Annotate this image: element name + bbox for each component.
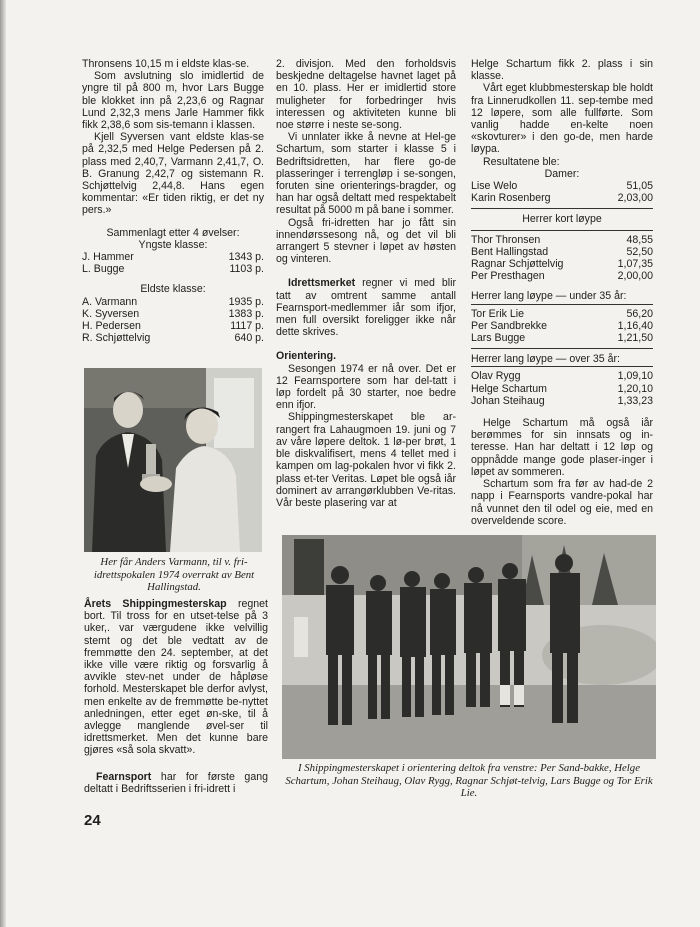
paragraph: Kjell Syversen vant eldste klas-se på 2,32,5 med Helge Pedersen på 2. plass med 2,40,7, Varmann 2,41,7, O. B. Granung 2,42,7 og sistemann R. Schjøttelvig 2,44,8. Hans egen kommentar: «Er tiden riktig, er det ny pers.» xyxy=(82,131,264,217)
award-photo-image xyxy=(84,368,262,552)
old-results-table xyxy=(82,296,264,345)
table-row: Lise Welo 51,05 xyxy=(471,180,653,193)
table-row: Per Sandbrekke 1,16,40 xyxy=(471,319,653,332)
orienteering-group-photo-image xyxy=(282,535,656,759)
paragraph: Vårt eget klubbmesterskap ble holdt fra Linnerudkollen 11. sep-tembe med 12 løpere, som alle fullførte. Som vanlig hadde en-kelte noen «skovturer» i den go-de, men harde løypa. xyxy=(471,82,653,156)
paragraph: Som avslutning slo imidlertid de yngre til på 800 m, hvor Lars Bugge ble klokket inn på 2,23,6 og Ragnar Lund 2,32,3 mens Jarle Hammer fikk fikk 2,38,6 som sis-temann i klassen. xyxy=(82,70,264,132)
table-row: Lars Bugge 1,21,50 xyxy=(471,332,653,345)
table-row: Bent Hallingstad 52,50 xyxy=(471,245,653,258)
summary-title: Sammenlagt etter 4 øvelser: xyxy=(106,226,240,239)
divider xyxy=(471,304,653,305)
bold-lead: Fearnsport xyxy=(96,770,152,783)
table-row: Karin Rosenberg 2,03,00 xyxy=(471,192,653,205)
table-row: Johan Steihaug 1,33,23 xyxy=(471,394,653,407)
young-results-table xyxy=(82,251,264,275)
divider xyxy=(471,366,653,367)
table-row: H. Pedersen 1117 p. xyxy=(82,320,264,333)
lang-under-35-table xyxy=(471,308,653,345)
paragraph: Også fri-idretten har jo fått sin innendørssesong nå, og det vil bli arrangert 5 stevner i løpet av høsten og vinteren. xyxy=(276,216,456,266)
photo-caption-2: I Shippingmesterskapet i orientering deltok fra venstre: Per Sand-bakke, Helge Schartum, Johan Steihaug, Olav Rygg, Ragnar Schjøt-telvig, Lars Bugge og Tor Erik Lie. xyxy=(285,762,653,800)
column-1 xyxy=(82,58,264,344)
lang-over-35-title: Herrer lang løype — over 35 år: xyxy=(471,353,620,366)
paragraph: Sesongen 1974 er nå over. Det er 12 Fearnsportere som har del-tatt i løp fordelt på 30 starter, noe bedre enn ifjor. xyxy=(276,362,456,412)
table-row: Olav Rygg 1,09,10 xyxy=(471,370,653,383)
table-row: Per Presthagen 2,00,00 xyxy=(471,270,653,283)
paragraph: har for første gang deltatt i Bedriftsserien i fri-idrett i xyxy=(84,770,268,795)
bold-lead: Idrettsmerket xyxy=(288,277,356,290)
divider xyxy=(471,208,653,209)
kort-title: Herrer kort løype xyxy=(522,213,602,226)
old-class-title: Eldste klasse: xyxy=(140,283,206,296)
table-row: J. Hammer 1343 p. xyxy=(82,251,264,264)
paragraph: Schartum som fra før av had-de 2 napp i Fearnsports vandre-pokal har nå vunnet den til odel og eie, med en overveldende score. xyxy=(471,478,653,527)
paragraph: regner vi med blir tatt av omtrent samme antall Fearnsport-medlemmer iår som ifjor, men full oversikt foreligger ikke når dette skrives. xyxy=(276,277,456,339)
table-row: Helge Schartum 1,20,10 xyxy=(471,382,653,395)
divider xyxy=(471,230,653,231)
table-row: Tor Erik Lie 56,20 xyxy=(471,307,653,320)
lang-over-35-table xyxy=(471,370,653,407)
damer-title: Damer: xyxy=(544,167,580,180)
table-row: L. Bugge 1103 p. xyxy=(82,263,264,276)
table-row: R. Schjøttelvig 640 p. xyxy=(82,332,264,345)
orienteering-group-photo xyxy=(282,535,656,759)
table-row: Thor Thronsen 48,55 xyxy=(471,233,653,246)
page-edge xyxy=(0,0,6,927)
section-heading: Orientering. xyxy=(276,350,337,363)
young-class-title: Yngste klasse: xyxy=(138,238,208,251)
column-2 xyxy=(276,58,456,509)
table-row: K. Syversen 1383 p. xyxy=(82,307,264,320)
award-photo xyxy=(84,368,262,552)
paragraph: Helge Schartum fikk 2. plass i sin klasse. xyxy=(471,58,653,83)
lang-under-35-title: Herrer lang løype — under 35 år: xyxy=(471,290,627,303)
paragraph: regnet bort. Til tross for en utset-telse på 3 uker,. var værgudene ikke velvillig stemt og det ble vedtatt av de fremmøtte den 24. september, at det ikke ville være riktig og forsvarlig å avvikle stev-net under de håpløse forhold. Mesterskapet ble derfor avlyst, men enkelte av de fremmøtte be-nyttet anledningen, etter eget øn-ske, til å avlegge manglende øvel-ser til idrettsmerket. Men det kunne bare gjøres «så sola skvatt». xyxy=(84,598,268,757)
table-row: Ragnar Schjøttelvig 1,07,35 xyxy=(471,258,653,271)
paragraph: Vi unnlater ikke å nevne at Hel-ge Schartum, som starter i klasse 5 i Bedriftsidretten, har flere go-de plasseringer i terrengløp i se-songen, foruten sine orienterings-bragder, og han har også deltatt med respektabelt resultat på 5000 m på bane i sommer. xyxy=(276,131,456,217)
damer-results-table xyxy=(471,180,653,204)
photo-caption-1: Her får Anders Varmann, til v. fri-idrettspokalen 1974 overrakt av Bent Hallingstad. xyxy=(93,556,255,594)
paragraph: Helge Schartum må også iår berømmes for sin innsats og in-teresse. Han har deltatt i 12 løp og oppnådde mange gode plaser-inger i løpet av sommeren. xyxy=(471,417,653,478)
paragraph: 2. divisjon. Med den forholdsvis beskjedne deltagelse havnet laget på en 10. plass. Her er imidlertid store muligheter for forbedringer hvis interessen og aktiviteten kunne bli noe større i neste se-song. xyxy=(276,58,456,132)
kort-results-table xyxy=(471,234,653,283)
column-3 xyxy=(471,58,653,527)
bold-lead: Årets Shippingmesterskap xyxy=(84,598,227,610)
column-1-lower xyxy=(84,598,268,795)
paragraph: Shippingmesterskapet ble ar-rangert fra Lahaugmoen 19. juni og 7 av våre løpere deltok. 1 lø-per brøt, 1 ble diskvalifisert, mens 4 tellet med i kampen om lag-pokalen hvor vi fikk 2. plass et-ter Veritas. Løpet ble også iår dominert av arrangørklubben Ve-ritas. Vår beste plasering var at xyxy=(276,411,456,509)
table-row: A. Varmann 1935 p. xyxy=(82,295,264,308)
results-title: Resultatene ble: xyxy=(483,155,560,168)
page-number: 24 xyxy=(84,812,101,829)
divider xyxy=(471,348,653,349)
paragraph: Thronsens 10,15 m i eldste klas-se. xyxy=(82,58,250,70)
